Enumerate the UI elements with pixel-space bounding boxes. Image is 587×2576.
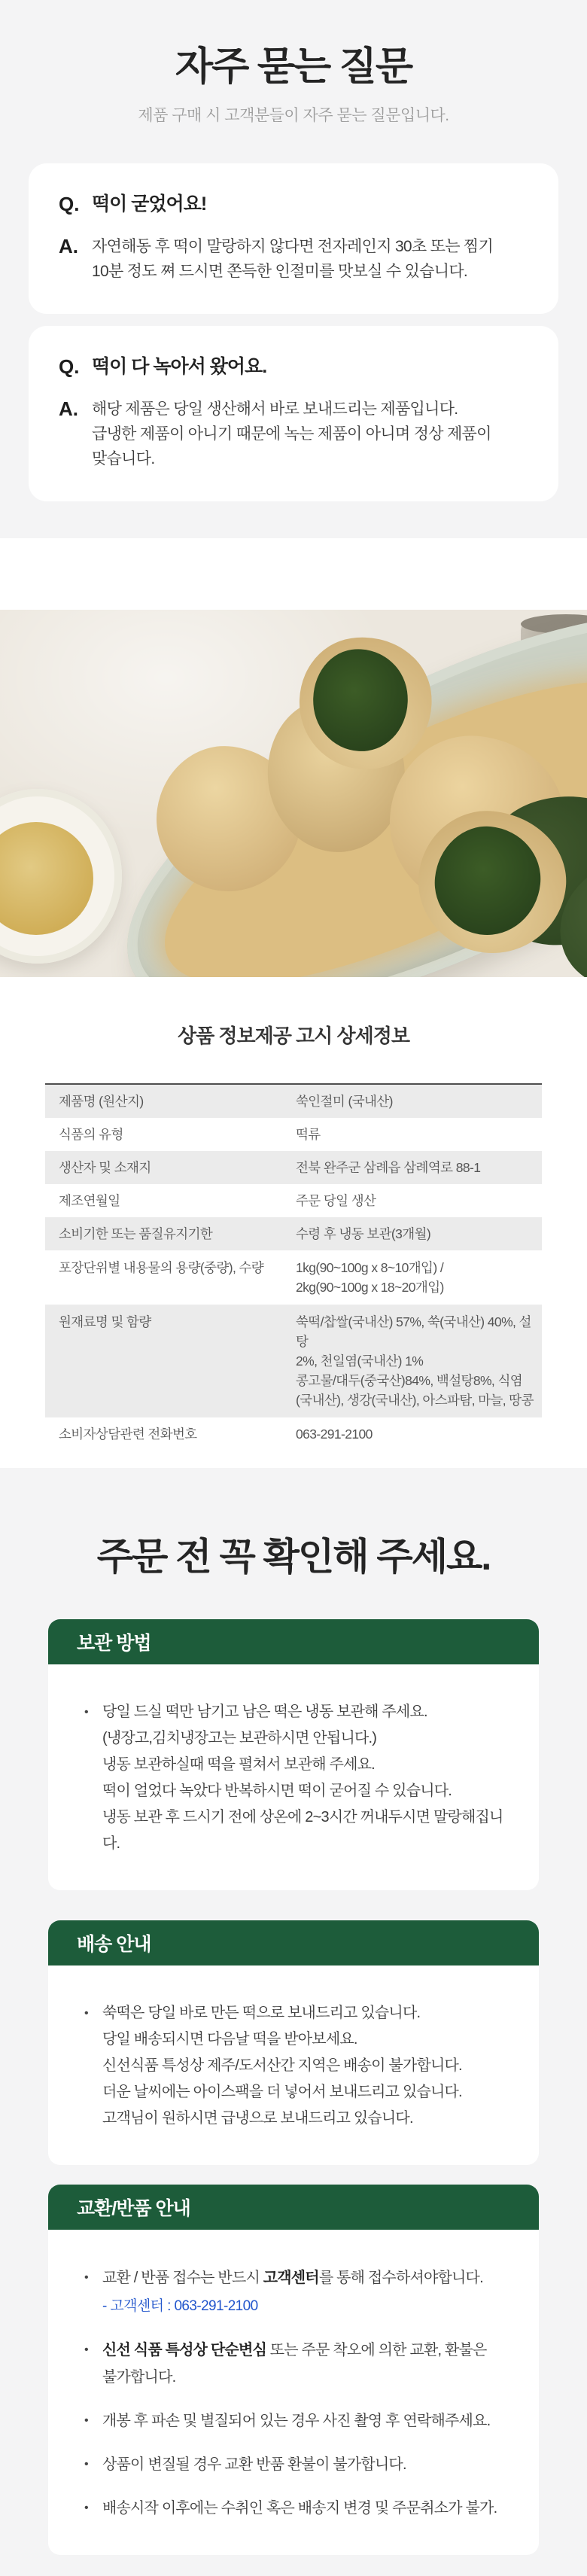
a-prefix: A. — [59, 397, 78, 420]
faq-question — [59, 192, 528, 216]
notice-line: 냉동 보관하실때 떡을 펼쳐서 보관해 주세요. — [102, 1755, 375, 1773]
exchange-return-box — [48, 2185, 539, 2555]
faq-answer — [59, 234, 528, 284]
bullet-icon: • — [84, 2501, 88, 2514]
shipping-header-label: 배송 안내 — [77, 1933, 151, 1955]
answer-line: 맞습니다. — [92, 449, 155, 467]
answer-text — [92, 234, 493, 284]
faq-answer — [59, 397, 528, 471]
info-table — [45, 1083, 542, 1451]
answer-text — [92, 397, 491, 471]
question-text: 떡이 굳었어요! — [92, 193, 207, 215]
bullet-icon: • — [84, 2457, 88, 2471]
product-info-section — [0, 977, 587, 1468]
storage-header-label: 보관 방법 — [77, 1632, 151, 1654]
notice-bullet: • 교환 / 반품 접수는 반드시 고객센터를 통해 접수하셔야합니다. - 고객센터 : 063-291-2100 — [83, 2264, 510, 2320]
row-label: 원재료명 및 함량 — [59, 1314, 151, 1329]
q-prefix: Q. — [59, 192, 80, 215]
faq-question — [59, 355, 528, 379]
row-value: 떡류 — [296, 1127, 321, 1142]
notice-line: 냉동 보관 후 드시기 전에 상온에 2~3시간 꺼내두시면 말랑해집니다. — [102, 1808, 503, 1852]
notice-bullet: • 신선 식품 특성상 단순변심 또는 주문 착오에 의한 교환, 환불은 불가합니다. — [83, 2337, 510, 2391]
notice-line: 쑥떡은 당일 바로 만든 떡으로 보내드리고 있습니다. — [102, 2004, 421, 2021]
notice-line: 떡이 얼었다 녹았다 반복하시면 떡이 굳어질 수 있습니다. — [102, 1782, 452, 1799]
faq-title: 자주 묻는 질문 — [175, 45, 412, 89]
row-label: 제품명 (원산지) — [59, 1094, 144, 1109]
shipping-body — [48, 1965, 539, 2165]
row-value: 수령 후 냉동 보관(3개월) — [296, 1226, 431, 1241]
row-label: 제조연월일 — [59, 1193, 120, 1208]
row-value: 쑥떡/찹쌀(국내산) 57%, 쑥(국내산) 40%, 설탕 2%, 천일염(국내산) 1% 콩고물/대두(중국산)84%, 백설탕8%, 식염 (국내산), 생강(국내산), 아스파탐, 마늘, 땅콩 — [296, 1314, 534, 1408]
row-value: 063-291-2100 — [296, 1427, 373, 1442]
customer-center-phone-link[interactable]: - 고객센터 : 063-291-2100 — [102, 2297, 258, 2314]
table-row — [45, 1184, 542, 1217]
table-row — [45, 1085, 542, 1118]
row-label: 식품의 유형 — [59, 1127, 123, 1142]
row-value: 주문 당일 생산 — [296, 1193, 376, 1208]
bullet-icon: • — [84, 1705, 88, 1719]
table-row — [45, 1305, 542, 1417]
answer-line: 자연해동 후 떡이 말랑하지 않다면 전자레인지 30초 또는 찜기 — [92, 237, 494, 255]
exchange-return-header-label: 교환/반품 안내 — [77, 2197, 190, 2219]
row-label: 포장단위별 내용물의 용량(중량), 수량 — [59, 1260, 264, 1275]
notice-line: 당일 드실 떡만 남기고 남은 떡은 냉동 보관해 주세요. — [102, 1703, 427, 1720]
bullet-icon: • — [84, 2413, 88, 2427]
notice-line: (냉장고,김치냉장고는 보관하시면 안됩니다.) — [102, 1729, 377, 1746]
exchange-return-body — [48, 2230, 539, 2555]
bullet-icon: • — [84, 2343, 88, 2356]
notice-bullet: • 배송시작 이후에는 수취인 혹은 배송지 변경 및 주문취소가 불가. — [83, 2495, 510, 2522]
table-row — [45, 1417, 542, 1451]
notice-bullet: • 상품이 변질될 경우 교환 반품 환불이 불가합니다. — [83, 2451, 510, 2478]
table-row — [45, 1250, 542, 1305]
table-row — [45, 1217, 542, 1250]
faq-card-2 — [29, 326, 558, 501]
row-label: 소비자상담관련 전화번호 — [59, 1427, 197, 1442]
row-label: 생산자 및 소재지 — [59, 1160, 151, 1175]
faq-subtitle: 제품 구매 시 고객분들이 자주 묻는 질문입니다. — [138, 106, 449, 124]
notice-section — [0, 1468, 587, 2555]
row-value: 쑥인절미 (국내산) — [296, 1094, 393, 1109]
bullet-icon: • — [84, 2270, 88, 2284]
shipping-box — [48, 1920, 539, 2165]
notice-line: 당일 배송되시면 다음날 떡을 받아보세요. — [102, 2030, 357, 2048]
answer-line: 해당 제품은 당일 생산해서 바로 보내드리는 제품입니다. — [92, 400, 458, 418]
a-prefix: A. — [59, 234, 78, 257]
storage-box — [48, 1619, 539, 1890]
notice-bullet: • 개봉 후 파손 및 별질되어 있는 경우 사진 촬영 후 연락해주세요. — [83, 2407, 510, 2434]
storage-header — [48, 1619, 539, 1664]
notice-line: 고객님이 원하시면 급냉으로 보내드리고 있습니다. — [102, 2109, 413, 2127]
storage-body — [48, 1664, 539, 1890]
notice-line: 불가합니다. — [102, 2368, 176, 2386]
question-text: 떡이 다 녹아서 왔어요. — [92, 355, 267, 377]
product-photo — [0, 610, 587, 977]
faq-card-1 — [29, 163, 558, 314]
faq-section — [0, 0, 587, 538]
spacer — [0, 538, 587, 610]
exchange-return-header — [48, 2185, 539, 2230]
answer-line: 10분 정도 쪄 드시면 쫀득한 인절미를 맛보실 수 있습니다. — [92, 262, 468, 280]
answer-line: 급냉한 제품이 아니기 때문에 녹는 제품이 아니며 정상 제품이 — [92, 425, 491, 443]
row-value: 1kg(90~100g x 8~10개입) / 2kg(90~100g x 18~20개입) — [296, 1260, 444, 1295]
row-label: 소비기한 또는 품질유지기한 — [59, 1226, 213, 1241]
q-prefix: Q. — [59, 355, 80, 378]
shipping-header — [48, 1920, 539, 1965]
bullet-icon: • — [84, 2006, 88, 2020]
table-row — [45, 1118, 542, 1151]
info-title: 상품 정보제공 고시 상세정보 — [177, 1025, 410, 1047]
table-row — [45, 1151, 542, 1184]
notice-title: 주문 전 꼭 확인해 주세요. — [96, 1536, 491, 1578]
notice-line: 더운 날씨에는 아이스팩을 더 넣어서 보내드리고 있습니다. — [102, 2083, 462, 2100]
notice-line: 신선식품 특성상 제주/도서산간 지역은 배송이 불가합니다. — [102, 2057, 462, 2074]
row-value: 전북 완주군 삼례읍 삼례역로 88-1 — [296, 1160, 481, 1175]
